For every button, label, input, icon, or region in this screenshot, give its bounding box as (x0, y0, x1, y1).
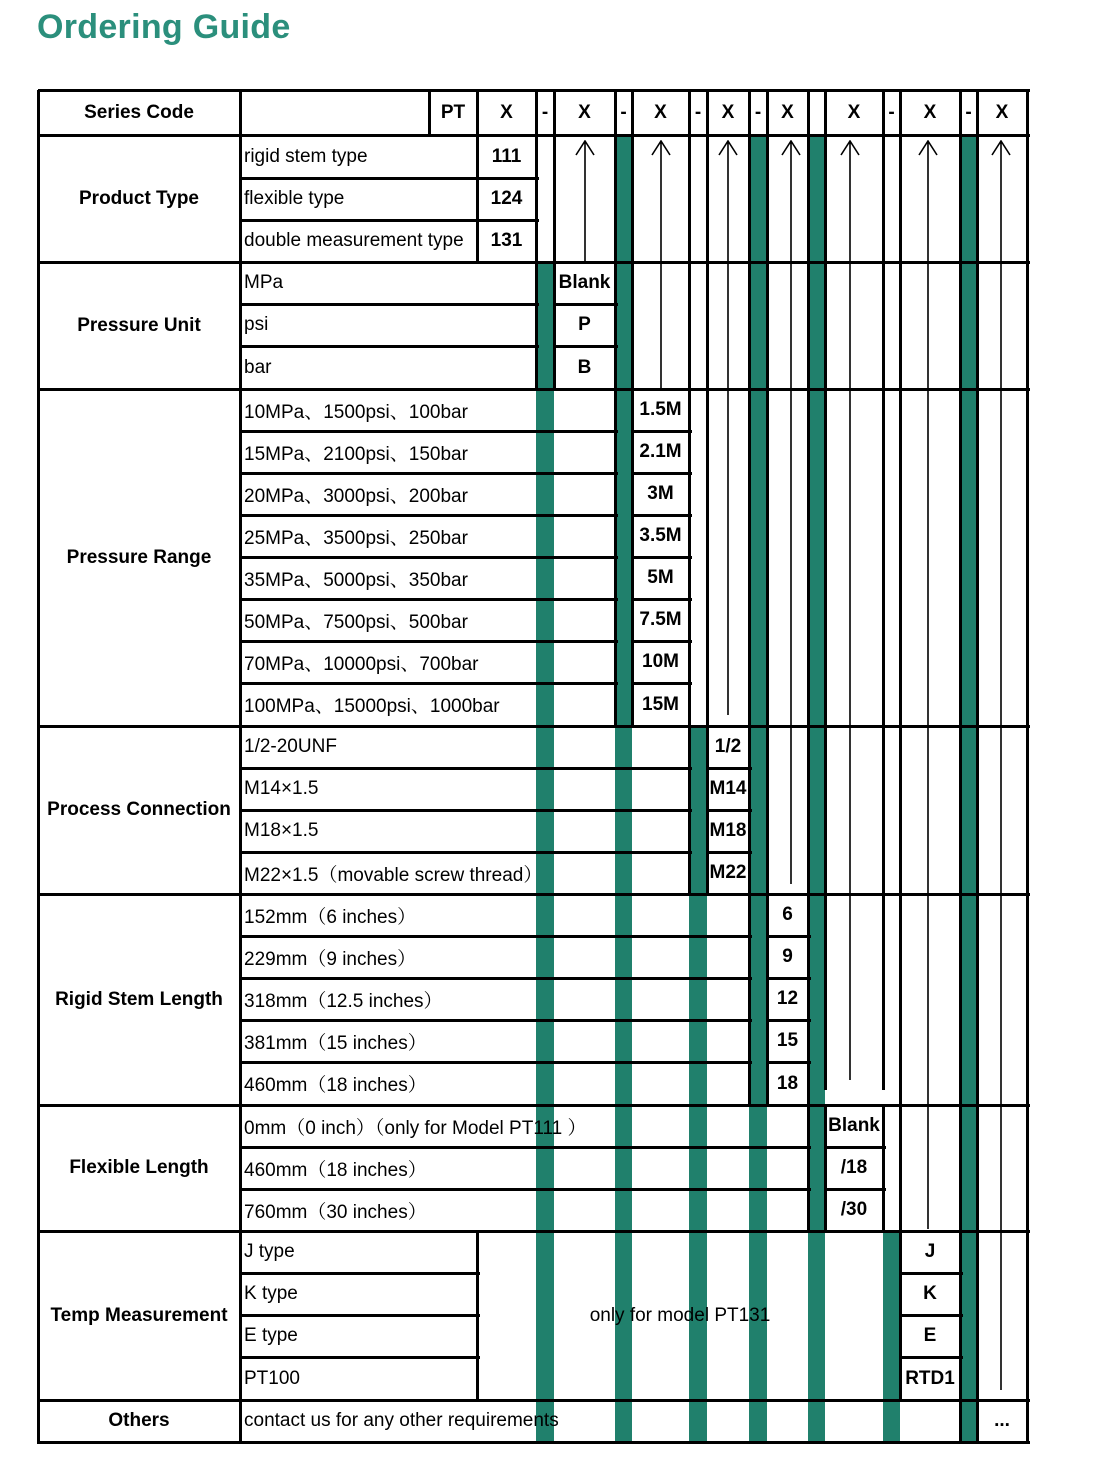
option-code: /18 (840, 1157, 868, 1178)
category-label: Flexible Length (69, 1157, 209, 1178)
option-label-border (807, 1147, 810, 1191)
option-code: 9 (782, 946, 793, 967)
up-arrow-icon (989, 140, 1013, 1390)
code-right-border (882, 1105, 885, 1149)
header-divider (706, 90, 709, 137)
up-arrow-icon (573, 140, 597, 262)
code-left-border (631, 557, 634, 601)
slot-separator: - (888, 102, 895, 123)
header-divider (476, 90, 479, 137)
header-divider (239, 90, 242, 137)
option-label: M14×1.5 (244, 778, 319, 799)
code-right-border (535, 220, 538, 264)
option-label: contact us for any other requirements (244, 1410, 559, 1431)
slot-separator-bar (960, 136, 977, 1442)
option-code: 5M (647, 567, 674, 588)
code-left-border (766, 936, 769, 980)
up-arrow-icon (916, 140, 940, 1229)
option-label-border (614, 599, 617, 643)
category-label: Others (108, 1410, 170, 1431)
option-code: 3.5M (639, 525, 682, 546)
up-arrow-icon (716, 140, 740, 715)
code-column-border (553, 136, 556, 272)
code-right-border (748, 810, 751, 854)
code-column-border (1026, 136, 1029, 1400)
code-left-border (824, 1147, 827, 1191)
code-column-border (688, 136, 691, 398)
option-code: 1/2 (714, 736, 742, 757)
code-left-border (766, 894, 769, 938)
series-code-label: Series Code (84, 102, 194, 123)
table-left-border (37, 90, 40, 1444)
code-right-border (688, 683, 691, 728)
category-label: Process Connection (47, 799, 231, 820)
option-label: bar (244, 356, 272, 378)
category-border (239, 894, 242, 1107)
option-label: PT100 (244, 1367, 300, 1389)
option-label-border (614, 557, 617, 601)
code-right-border (688, 473, 691, 517)
code-column-border (824, 136, 827, 1090)
code-column-border (631, 136, 634, 398)
slot-separator: - (694, 102, 702, 123)
header-divider (688, 90, 691, 137)
category-label: Temp Measurement (50, 1304, 228, 1326)
option-label: 50MPa、7500psi、500bar (244, 611, 468, 633)
code-right-border (535, 178, 538, 222)
category-border (239, 726, 242, 896)
code-right-border (882, 1147, 885, 1191)
option-code: P (578, 314, 591, 335)
option-code: 111 (491, 146, 522, 167)
code-left-border (899, 1315, 902, 1359)
code-right-border (614, 304, 617, 348)
header-divider (882, 90, 885, 137)
option-code: E (923, 1325, 937, 1346)
code-right-border (748, 726, 751, 770)
up-arrow-icon (649, 140, 673, 388)
option-label: J type (244, 1241, 295, 1262)
code-left-border (553, 346, 556, 391)
header-divider (535, 90, 538, 137)
code-column-border (766, 136, 769, 894)
code-left-border (824, 1189, 827, 1233)
option-code: 6 (782, 904, 793, 925)
option-label-border (614, 389, 617, 433)
option-code: B (577, 356, 592, 378)
option-code: 124 (490, 188, 523, 209)
series-slot: X (923, 102, 937, 123)
option-label-border (535, 262, 538, 306)
option-label-border (748, 1020, 751, 1064)
code-column-border (706, 136, 709, 725)
option-code: 10M (642, 651, 679, 672)
code-column-border (882, 136, 885, 1090)
option-label: E type (244, 1325, 298, 1346)
category-label: Product Type (79, 188, 199, 209)
option-label: 35MPa、5000psi、350bar (244, 569, 468, 591)
option-label-border (959, 1400, 962, 1444)
option-label-border (535, 346, 538, 391)
category-border (239, 1105, 242, 1233)
code-left-border (899, 1273, 902, 1317)
option-label: 25MPa、3500psi、250bar (244, 527, 468, 549)
header-divider (748, 90, 751, 137)
series-slot: X (721, 102, 735, 123)
option-code: 7.5M (639, 609, 682, 630)
code-column-border (959, 136, 962, 1239)
code-left-border (766, 1020, 769, 1064)
code-left-border (476, 136, 479, 180)
category-border (239, 262, 242, 391)
option-label-border (614, 515, 617, 559)
slot-separator: - (541, 102, 549, 123)
series-slot: X (995, 102, 1009, 123)
code-column-border (976, 136, 979, 1400)
option-label: 10MPa、1500psi、100bar (244, 401, 468, 423)
section-divider (38, 1441, 1030, 1444)
option-label: flexible type (244, 188, 345, 209)
option-code: 3M (647, 483, 674, 504)
category-border (239, 1400, 242, 1444)
option-code: 2.1M (639, 441, 682, 462)
code-right-border (748, 768, 751, 812)
option-label: 15MPa、2100psi、150bar (244, 443, 468, 465)
note-left-border (476, 1231, 479, 1402)
code-left-border (631, 641, 634, 685)
option-label: 460mm（18 inches） (244, 1075, 427, 1096)
option-label: 760mm（30 inches） (244, 1201, 427, 1223)
header-divider (824, 90, 827, 137)
category-label: Pressure Range (66, 546, 212, 568)
code-right-border (807, 1020, 810, 1064)
code-left-border (899, 1357, 902, 1402)
header-divider (807, 90, 810, 137)
option-code: /30 (840, 1199, 868, 1220)
code-left-border (631, 431, 634, 475)
code-right-border (807, 894, 810, 938)
option-code: M22 (709, 862, 747, 883)
option-label: K type (244, 1283, 298, 1304)
option-label-border (614, 641, 617, 685)
code-right-border (688, 515, 691, 559)
option-label-border (688, 810, 691, 854)
option-label: 100MPa、15000psi、1000bar (244, 696, 500, 717)
section-note: only for model PT131 (589, 1304, 771, 1326)
option-label: double measurement type (244, 230, 464, 251)
series-slot: X (654, 102, 667, 123)
header-divider (899, 90, 902, 137)
page-title: Ordering Guide (37, 8, 291, 46)
option-label-border (614, 683, 617, 728)
category-border (239, 389, 242, 728)
code-left-border (824, 1105, 827, 1149)
code-right-border (959, 1273, 962, 1317)
code-right-border (688, 431, 691, 475)
series-slot: X (500, 102, 513, 123)
option-label-border (688, 852, 691, 896)
up-arrow-icon (838, 140, 862, 1080)
code-column-border (899, 136, 902, 1239)
code-left-border (631, 473, 634, 517)
header-divider (976, 90, 979, 137)
code-left-border (706, 726, 709, 770)
option-code: M14 (709, 778, 747, 799)
option-label: M18×1.5 (244, 820, 319, 841)
category-label: Pressure Unit (77, 314, 201, 336)
code-left-border (631, 599, 634, 643)
code-right-border (807, 978, 810, 1022)
code-right-border (688, 641, 691, 685)
code-left-border (766, 978, 769, 1022)
series-slot: X (847, 102, 861, 123)
option-code: 1.5M (639, 399, 682, 420)
header-divider (428, 90, 431, 137)
option-label-border (748, 894, 751, 938)
code-right-border (688, 599, 691, 643)
code-right-border (614, 346, 617, 391)
code-right-border (959, 1357, 962, 1402)
code-right-border (959, 1315, 962, 1359)
header-divider (614, 90, 617, 137)
option-label: 318mm（12.5 inches） (244, 990, 443, 1012)
option-label: 460mm（18 inches） (244, 1159, 427, 1181)
option-label-border (807, 1189, 810, 1233)
option-code: Blank (828, 1115, 880, 1136)
option-label: psi (244, 314, 269, 335)
option-label-border (748, 936, 751, 980)
option-label-border (614, 431, 617, 475)
option-code: RTD1 (905, 1367, 955, 1389)
option-code: M18 (709, 820, 747, 841)
code-column-border (807, 136, 810, 894)
code-right-border (882, 1189, 885, 1233)
option-label: 20MPa、3000psi、200bar (244, 485, 468, 507)
code-column-border (748, 136, 751, 725)
code-right-border (748, 852, 751, 896)
slot-separator: - (620, 102, 627, 123)
option-code: 12 (776, 988, 799, 1009)
series-prefix: PT (440, 102, 466, 123)
header-divider (553, 90, 556, 137)
code-column-border (614, 136, 617, 272)
option-label: 70MPa、10000psi、700bar (244, 653, 479, 675)
code-left-border (476, 220, 479, 264)
code-left-border (706, 768, 709, 812)
option-code: 18 (776, 1072, 799, 1094)
option-label-border (688, 726, 691, 770)
code-left-border (706, 810, 709, 854)
code-left-border (631, 515, 634, 559)
option-code: K (923, 1283, 937, 1304)
option-label: rigid stem type (244, 146, 368, 167)
category-label: Rigid Stem Length (55, 988, 223, 1010)
option-label: 0mm（0 inch）（only for Model PT111 ） (244, 1117, 587, 1139)
header-divider (631, 90, 634, 137)
up-arrow-icon (779, 140, 803, 884)
option-code: 15M (642, 693, 679, 715)
category-border (239, 136, 242, 264)
code-right-border (688, 557, 691, 601)
code-left-border (631, 683, 634, 728)
code-right-border (535, 136, 538, 180)
code-right-border (807, 936, 810, 980)
option-label: M22×1.5（movable screw thread） (244, 864, 543, 886)
option-code: J (924, 1241, 936, 1262)
option-label: MPa (244, 272, 284, 293)
header-divider (766, 90, 769, 137)
code-left-border (976, 1400, 979, 1444)
option-code: 15 (776, 1030, 799, 1051)
option-label: 381mm（15 inches） (244, 1032, 427, 1054)
option-label-border (748, 1062, 751, 1107)
header-divider (959, 90, 962, 137)
option-code: Blank (558, 272, 611, 293)
option-label-border (688, 768, 691, 812)
option-label: 229mm（9 inches） (244, 948, 417, 970)
option-code: 131 (490, 230, 523, 251)
option-label: 152mm（6 inches） (244, 906, 417, 928)
option-label-border (807, 1105, 810, 1149)
option-label-border (748, 978, 751, 1022)
category-border (239, 1231, 242, 1402)
slot-separator: - (754, 102, 762, 123)
code-right-border (807, 1062, 810, 1107)
option-label-border (535, 304, 538, 348)
option-label: 1/2-20UNF (244, 736, 337, 757)
series-slot: X (578, 102, 591, 123)
option-label-border (614, 473, 617, 517)
code-left-border (553, 304, 556, 348)
code-left-border (476, 178, 479, 222)
code-left-border (706, 852, 709, 896)
option-code: ... (994, 1410, 1010, 1431)
series-slot: X (781, 102, 794, 123)
code-left-border (766, 1062, 769, 1107)
slot-separator: - (965, 102, 972, 123)
